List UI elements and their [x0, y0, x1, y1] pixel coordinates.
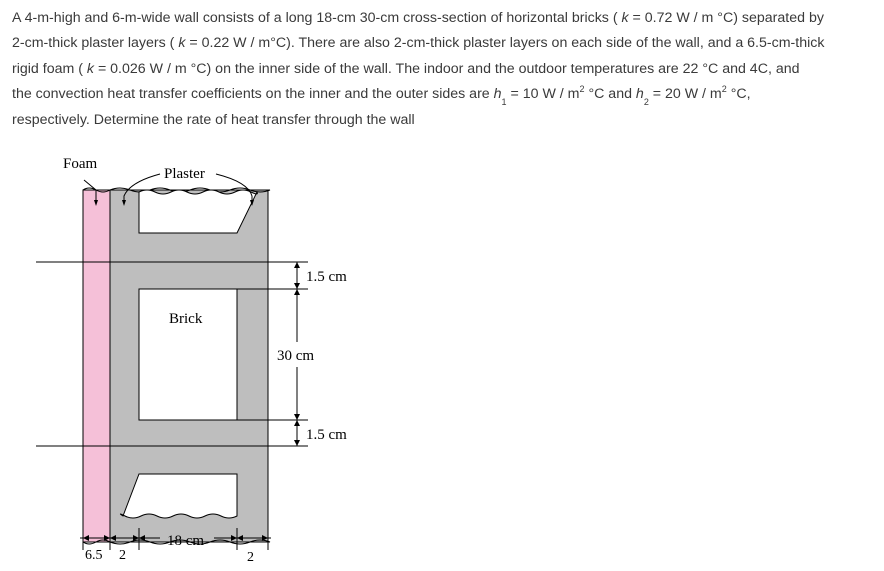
- dim-top-plaster-label: 1.5 cm: [306, 269, 347, 285]
- text-segment: the convection heat transfer coefficients on the inner and the outer sides are: [12, 86, 494, 103]
- brick-bottom: [120, 474, 237, 518]
- text-segment: °C and: [584, 86, 636, 103]
- text-segment: = 0.026 W / m °C) on the inner side of the wall. The indoor and the outdoor temperatures are 22 °C and 4C, and: [94, 60, 800, 77]
- superscript: 2: [579, 84, 585, 95]
- text-segment: = 10 W / m: [506, 86, 580, 103]
- text-segment: 2-cm-thick plaster layers (: [12, 35, 179, 52]
- dim-plaster-right-label: 2: [247, 550, 254, 565]
- k-variable: k: [86, 60, 94, 77]
- k-variable: k: [178, 35, 186, 52]
- subscript: 1: [501, 97, 507, 108]
- foam-label: Foam: [63, 156, 98, 172]
- text-segment: = 20 W / m: [648, 86, 722, 103]
- dim-plaster-left-label: 2: [119, 548, 126, 563]
- brick-label: Brick: [169, 311, 203, 327]
- brick-top: [139, 190, 257, 233]
- superscript: 2: [721, 84, 727, 95]
- k-variable: k: [621, 10, 629, 26]
- text-segment: A 4-m-high and 6-m-wide wall consists of a long 18-cm 30-cm cross-section of horizontal bricks (: [12, 10, 622, 26]
- text-segment: = 0.22 W / m°C). There are also 2-cm-thick plaster layers on each side of the wall, and a 6.5-cm-thick: [185, 35, 825, 52]
- brick-middle: [139, 289, 237, 420]
- text-segment: rigid foam (: [12, 60, 87, 77]
- text-segment: = 0.72 W / m °C) separated by: [628, 10, 824, 26]
- text-segment: °C,: [726, 86, 751, 103]
- plaster-label: Plaster: [164, 166, 205, 182]
- dim-foam-label: 6.5: [85, 548, 103, 563]
- h1-variable: h: [493, 86, 502, 103]
- h2-variable: h: [635, 86, 644, 103]
- subscript: 2: [643, 97, 649, 108]
- foam-layer: [83, 190, 110, 542]
- dim-height-label: 30 cm: [277, 348, 315, 364]
- dim-bottom-plaster-label: 1.5 cm: [306, 427, 347, 443]
- problem-line-5: respectively. Determine the rate of heat transfer through the wall: [12, 111, 415, 128]
- dim-brick-width-label: 18 cm: [167, 533, 205, 549]
